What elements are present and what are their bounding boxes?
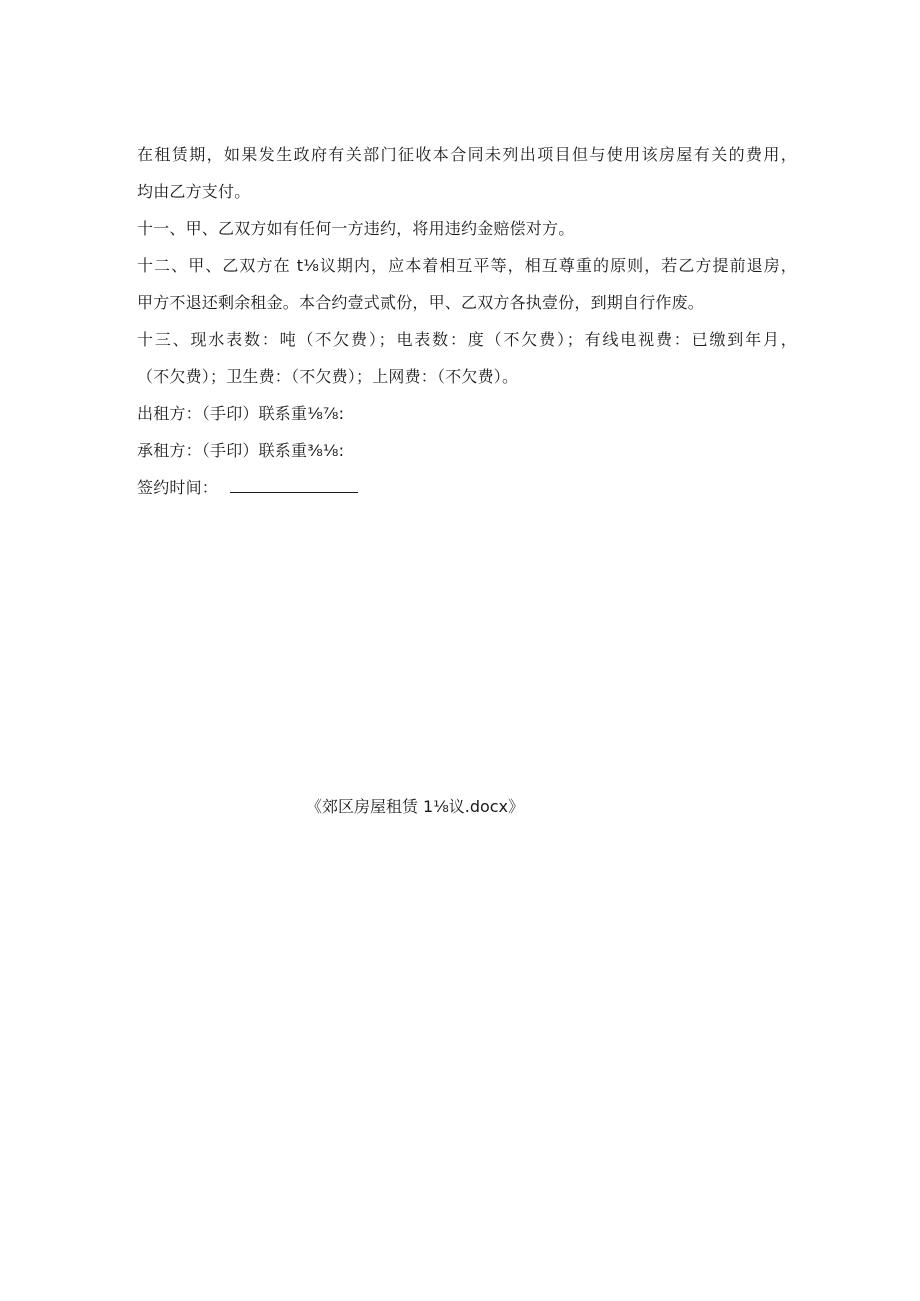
signing-date-row: [137, 469, 797, 506]
clause-11: 十一、甲、乙双方如有任何一方违约，将用违约金赔偿对方。: [137, 219, 575, 238]
clause-13-line-1: 十三、现水表数：吨（不欠费）；电表数：度（不欠费）；有线电视费：已缴到年月，: [137, 330, 797, 349]
clause-10-line-2: 均由乙方支付。: [137, 182, 251, 201]
clause-10-line-1: 在租赁期，如果发生政府有关部门征收本合同未列出项目但与使用该房屋有关的费用，: [137, 145, 797, 164]
document-file-title: 《郊区房屋租赁 1⅛议.docx》: [305, 797, 525, 816]
signing-date-label: 签约时间：: [137, 478, 219, 497]
clause-12-line-2: 甲方不退还剩余租金。本合约壹式贰份，甲、乙双方各执壹份，到期自行作废。: [137, 293, 705, 312]
signing-date-blank: [230, 474, 358, 493]
clause-13-line-2: （不欠费）；卫生费：（不欠费）；上网费：（不欠费）。: [137, 367, 519, 386]
document-body: [137, 136, 797, 506]
clause-12-line-1: 十二、甲、乙双方在 t⅛议期内，应本着相互平等，相互尊重的原则，若乙方提前退房，: [137, 256, 797, 275]
lessee-signature-line: 承租方：（手印）联系重⅜⅛:: [137, 441, 345, 460]
lessor-signature-line: 出租方：（手印）联系重⅛⅞:: [137, 404, 345, 423]
